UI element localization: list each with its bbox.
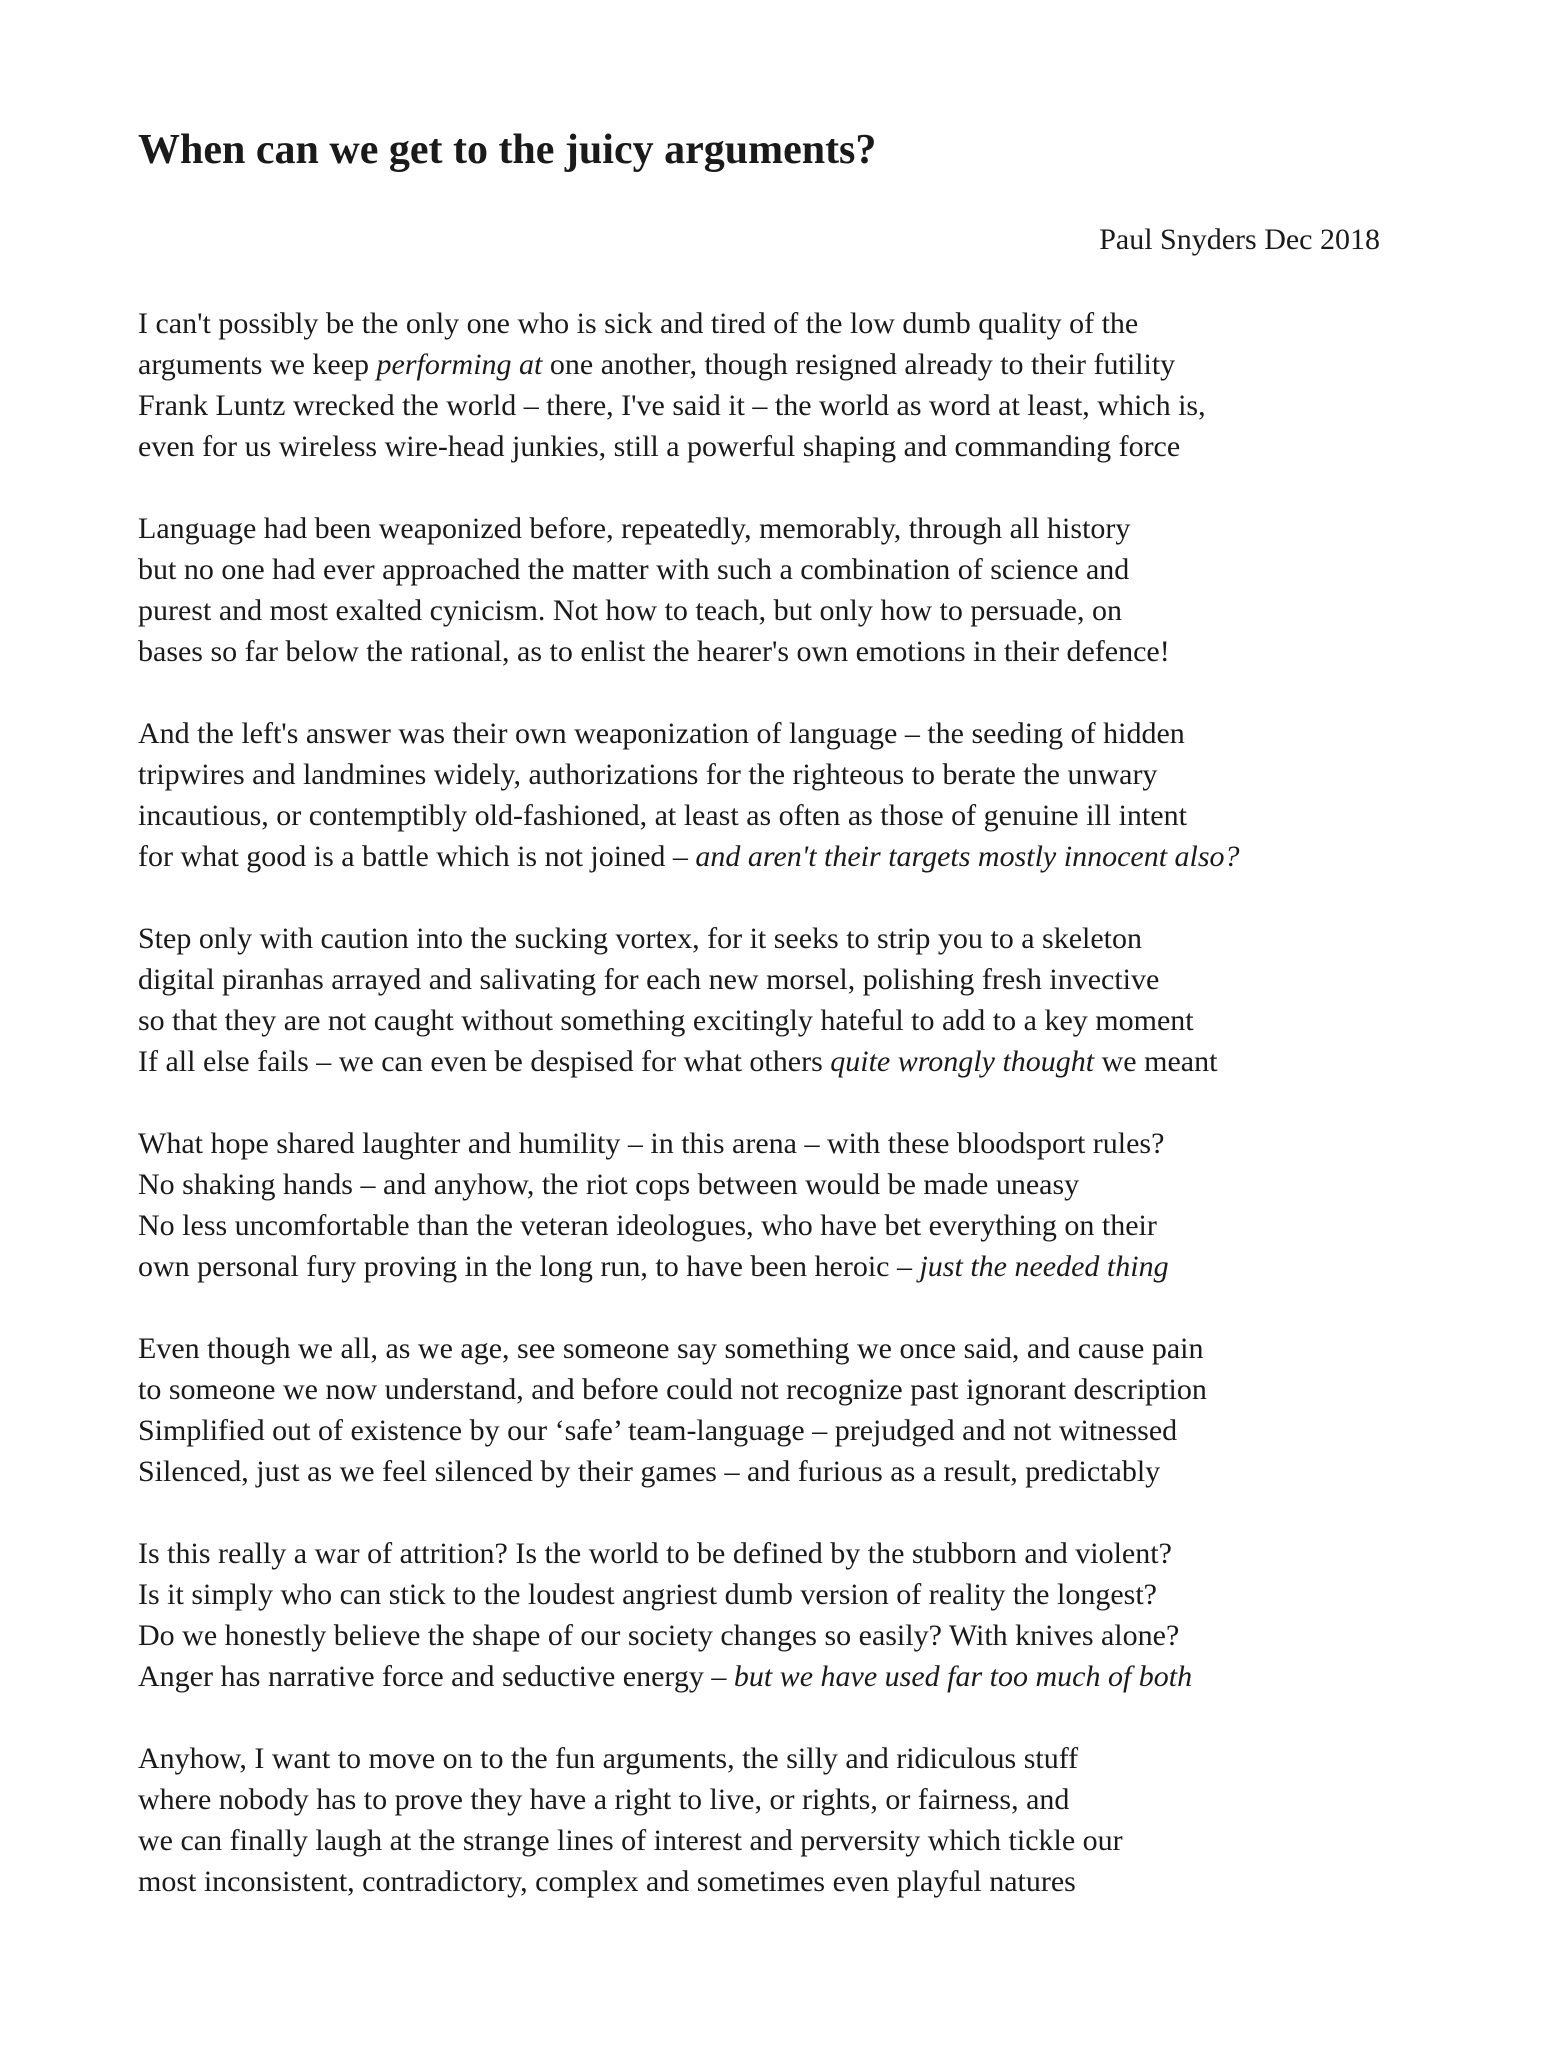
text-segment: What hope shared laughter and humility – in this arena – with these bloodsport rules?	[138, 1127, 1165, 1160]
stanza	[138, 1738, 1538, 1902]
poem-line	[138, 1000, 1538, 1041]
text-segment: digital piranhas arrayed and salivating for each new morsel, polishing fresh invective	[138, 963, 1160, 996]
text-segment: Step only with caution into the sucking vortex, for it seeks to strip you to a skeleton	[138, 922, 1143, 955]
text-segment: bases so far below the rational, as to enlist the hearer's own emotions in their defence!	[138, 635, 1170, 668]
poem-line	[138, 1041, 1538, 1082]
italic-text-segment: performing at	[376, 348, 543, 381]
text-segment: to someone we now understand, and before could not recognize past ignorant description	[138, 1373, 1207, 1406]
text-segment: Do we honestly believe the shape of our society changes so easily? With knives alone?	[138, 1619, 1180, 1652]
stanza	[138, 1533, 1538, 1697]
text-segment: own personal fury proving in the long run, to have been heroic –	[138, 1250, 920, 1283]
text-segment: Anyhow, I want to move on to the fun arguments, the silly and ridiculous stuff	[138, 1742, 1079, 1775]
poem-line	[138, 754, 1538, 795]
text-segment: I can't possibly be the only one who is sick and tired of the low dumb quality of the	[138, 307, 1139, 340]
poem-line	[138, 1451, 1538, 1492]
poem-line	[138, 631, 1538, 672]
text-segment: Frank Luntz wrecked the world – there, I've said it – the world as word at least, which is,	[138, 389, 1206, 422]
text-segment: most inconsistent, contradictory, complex and sometimes even playful natures	[138, 1865, 1076, 1898]
italic-text-segment: and aren't their targets mostly innocent also?	[695, 840, 1240, 873]
poem-line	[138, 508, 1538, 549]
author-date-byline: Paul Snyders Dec 2018	[1099, 223, 1380, 256]
poem-line	[138, 549, 1538, 590]
text-segment: we meant	[1094, 1045, 1218, 1078]
poem-line	[138, 836, 1538, 877]
poem-line	[138, 1779, 1538, 1820]
stanza	[138, 508, 1538, 672]
text-segment: even for us wireless wire-head junkies, still a powerful shaping and commanding force	[138, 430, 1181, 463]
poem-line	[138, 1533, 1538, 1574]
italic-text-segment: quite wrongly thought	[830, 1045, 1095, 1078]
poem-line	[138, 303, 1538, 344]
stanza	[138, 713, 1538, 877]
poem-line	[138, 1369, 1538, 1410]
poem-line	[138, 1164, 1538, 1205]
text-segment: Is it simply who can stick to the loudest angriest dumb version of reality the longest?	[138, 1578, 1157, 1611]
poem-body	[138, 303, 1538, 1943]
text-segment: tripwires and landmines widely, authorizations for the righteous to berate the unwary	[138, 758, 1158, 791]
text-segment: Simplified out of existence by our ‘safe’ team-language – prejudged and not witnessed	[138, 1414, 1178, 1447]
text-segment: we can finally laugh at the strange lines of interest and perversity which tickle our	[138, 1824, 1123, 1857]
text-segment: arguments we keep	[138, 348, 377, 381]
poem-line	[138, 1574, 1538, 1615]
poem-line	[138, 918, 1538, 959]
poem-line	[138, 1615, 1538, 1656]
text-segment: Language had been weaponized before, repeatedly, memorably, through all history	[138, 512, 1131, 545]
text-segment: one another, though resigned already to their futility	[542, 348, 1176, 381]
text-segment: No less uncomfortable than the veteran ideologues, who have bet everything on their	[138, 1209, 1157, 1242]
poem-line	[138, 1410, 1538, 1451]
italic-text-segment: just the needed thing	[919, 1250, 1169, 1283]
document-title: When can we get to the juicy arguments?	[138, 127, 877, 173]
poem-line	[138, 713, 1538, 754]
poem-line	[138, 1861, 1538, 1902]
poem-line	[138, 1328, 1538, 1369]
poem-line	[138, 959, 1538, 1000]
text-segment: And the left's answer was their own weaponization of language – the seeding of hidden	[138, 717, 1185, 750]
stanza	[138, 1328, 1538, 1492]
poem-line	[138, 426, 1538, 467]
poem-line	[138, 1246, 1538, 1287]
text-segment: Silenced, just as we feel silenced by their games – and furious as a result, predictably	[138, 1455, 1161, 1488]
poem-line	[138, 1205, 1538, 1246]
text-segment: where nobody has to prove they have a right to live, or rights, or fairness, and	[138, 1783, 1070, 1816]
poem-line	[138, 795, 1538, 836]
text-segment: Anger has narrative force and seductive energy –	[138, 1660, 734, 1693]
text-segment: No shaking hands – and anyhow, the riot cops between would be made uneasy	[138, 1168, 1080, 1201]
poem-line	[138, 1738, 1538, 1779]
stanza	[138, 303, 1538, 467]
poem-line	[138, 1820, 1538, 1861]
italic-text-segment: but we have used far too much of both	[733, 1660, 1193, 1693]
text-segment: incautious, or contemptibly old-fashioned, at least as often as those of genuine ill intent	[138, 799, 1187, 832]
poem-line	[138, 344, 1538, 385]
text-segment: purest and most exalted cynicism. Not how to teach, but only how to persuade, on	[138, 594, 1122, 627]
text-segment: for what good is a battle which is not joined –	[138, 840, 696, 873]
text-segment: so that they are not caught without something excitingly hateful to add to a key moment	[138, 1004, 1194, 1037]
text-segment: If all else fails – we can even be despised for what others	[138, 1045, 831, 1078]
stanza	[138, 918, 1538, 1082]
text-segment: but no one had ever approached the matter with such a combination of science and	[138, 553, 1130, 586]
stanza	[138, 1123, 1538, 1287]
poem-line	[138, 385, 1538, 426]
poem-line	[138, 590, 1538, 631]
text-segment: Even though we all, as we age, see someone say something we once said, and cause pain	[138, 1332, 1204, 1365]
poem-line	[138, 1656, 1538, 1697]
poem-line	[138, 1123, 1538, 1164]
text-segment: Is this really a war of attrition? Is the world to be defined by the stubborn and violent?	[138, 1537, 1172, 1570]
